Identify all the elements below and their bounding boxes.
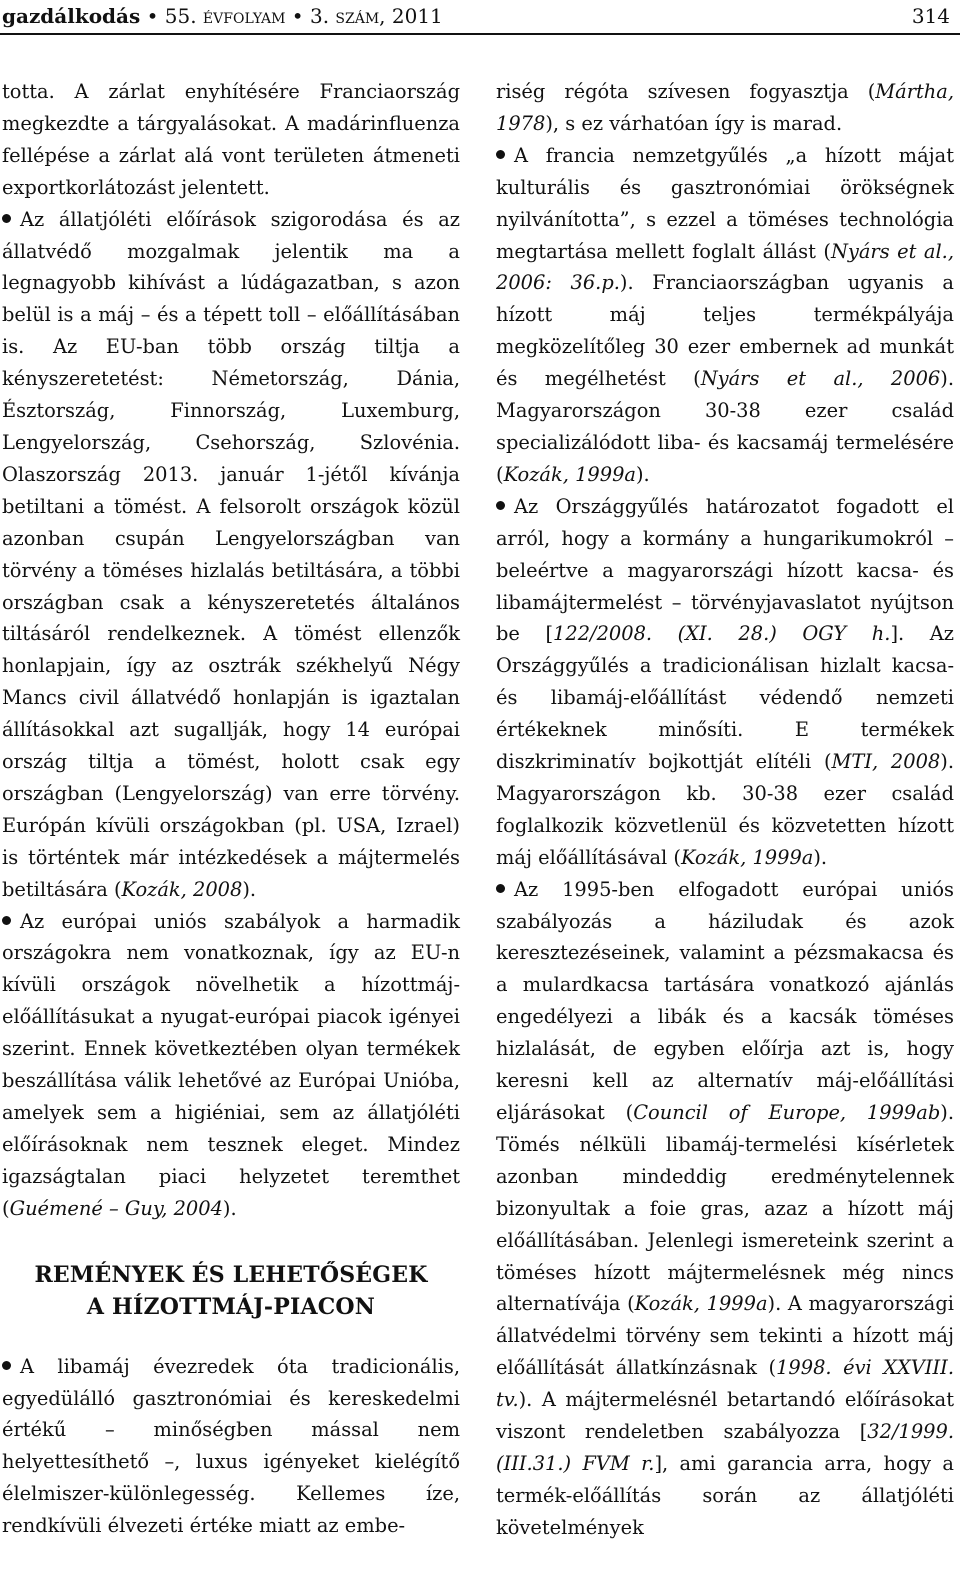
- page-number: 314: [911, 4, 950, 28]
- paragraph-text: ). Tömés nélküli libamáj-termelési kísérletek azonban mindeddig eredménytelennek bizonyultak a foie gras, azaz a hízott máj előállításában. Jelenlegi ismereteink szerint a töméses hízott májtermelésnek még nincs alternatívája (: [496, 1101, 954, 1316]
- header-separator: •: [140, 4, 165, 28]
- paragraph-text: ), s ez várhatóan így is marad.: [545, 111, 843, 135]
- citation: 122/2008. (XI. 28.) OGY h.: [553, 622, 891, 646]
- paragraph-text: ).: [813, 845, 828, 869]
- paragraph-text: ). A májtermelésnél betartandó előírásokat viszont rendeletben szabályozza [: [496, 1388, 954, 1444]
- citation: Kozák, 2008: [121, 877, 243, 901]
- journal-info: [2, 4, 443, 28]
- section-title-line: A HÍZOTTMÁJ-PIACON: [86, 1293, 376, 1320]
- bullet-icon: [2, 916, 11, 925]
- citation: Mártha, 1978: [496, 80, 954, 135]
- bullet-icon: [496, 884, 505, 893]
- citation: Guémené – Guy, 2004: [9, 1196, 223, 1220]
- header-separator: •: [285, 4, 310, 28]
- paragraph-text: ).: [222, 1196, 237, 1220]
- page-header: [0, 0, 960, 34]
- right-column: [496, 76, 954, 1544]
- paragraph: [496, 76, 954, 140]
- paragraph: [2, 76, 460, 204]
- citation: 32/1999.(III.31.) FVM r.: [496, 1420, 954, 1475]
- paragraph-text: Az állatjóléti előírások szigorodása és az állatvédő mozgalmak jelentik ma a legnagyobb kihívást a lúdágazatban, s azon belül is a máj – és a tépett toll – előállításában is. Az EU-ban több ország tiltja a kényszeretetést: Németország, Dánia, Észtország, Finnország, Luxemburg, Lengyelország, Csehország, Szlovénia. Olaszország 2013. január 1-jétől kívánja betiltani a tömést. A felsorolt országok közül azonban csupán Lengyelországban van törvény a töméses hizlalás betiltására, a többi országban csak a kényszeretetés általános tiltásáról rendelkeznek. A tömést ellenzők honlapjain, így az osztrák székhelyű Négy Mancs civil állatvédő honlapján is igaztalan állításokkal azt sugallják, hogy 14 európai ország tiltja a tömést, holott csak egy országban (Lengyelország) van erre törvény. Európán kívüli országokban (pl. USA, Izrael) is történtek már intézkedések a májtermelés betiltására (: [2, 207, 460, 901]
- section-title: [2, 1259, 460, 1323]
- bullet-icon: [2, 214, 11, 223]
- journal-name: gazdálkodás: [2, 4, 141, 28]
- paragraph-text: riség régóta szívesen fogyasztja (: [496, 80, 876, 103]
- paragraph-text: ]. Az Országgyűlés a tradicionálisan hizlalt kacsa- és libamáj-előállítást védendő nemzeti értékeknek minősíti. E termékek diszkriminatív bojkottját elítéli (: [496, 622, 954, 774]
- paragraph-text: Az Országgyűlés határozatot fogadott el arról, hogy a kormány a hungarikumokról – beleértve a magyarországi hízott kacsa- és libamájtermelést – törvényjavaslatot nyújtson be [: [496, 494, 954, 646]
- section-title-line: REMÉNYEK ÉS LEHETŐSÉGEK: [34, 1261, 428, 1288]
- citation: Nyárs et al., 2006: [700, 367, 941, 391]
- paragraph-text: ], ami garancia arra, hogy a termék-előállítás során az állatjóléti követelmények: [496, 1451, 954, 1539]
- citation: Kozák, 1999a: [634, 1292, 768, 1316]
- bullet-icon: [496, 150, 505, 159]
- bullet-paragraph: [2, 1351, 460, 1542]
- paragraph-text: ). Magyarországon kb. 30-38 ezer család foglalkozik közvetlenül és közvetetten hízott máj előállításával (: [496, 750, 955, 869]
- bullet-paragraph: [2, 204, 460, 906]
- citation: Kozák, 1999a: [503, 462, 636, 486]
- paragraph-text: ).: [635, 462, 650, 486]
- paragraph-text: A francia nemzetgyűlés „a hízott májat kulturális és gasztronómiai örökségnek nyilvánította”, s ezzel a töméses technológia megtartása mellett foglalt állást (: [496, 143, 954, 263]
- citation: Council of Europe, 1999ab: [633, 1101, 941, 1124]
- paragraph-text: Az európai uniós szabályok a harmadik országokra nem vonatkoznak, így az EU-n kívüli országok növelhetik a hízottmáj-előállításukat a nyugat-európai piacok igényei szerint. Ennek következtében olyan termékek beszállítása válik lehetővé az Európai Unióba, amelyek sem a higiéniai, sem az állatjóléti előírásoknak nem tesznek eleget. Mindez igazságtalan piaci helyzetet teremthet (: [2, 909, 460, 1220]
- bullet-paragraph: [2, 906, 460, 1225]
- bullet-icon: [2, 1361, 11, 1370]
- paragraph-text: ). Magyarországon 30-38 ezer család specializálódott liba- és kacsamáj termelésére (: [496, 367, 955, 486]
- paragraph-text: totta. A zárlat enyhítésére Franciaország megkezdte a tárgyalásokat. A madárinfluenza fellépése a zárlat alá vont területen átmeneti exportkorlátozást jelentett.: [2, 80, 460, 199]
- citation: Nyárs et al., 2006: 36.p.: [496, 239, 954, 295]
- paragraph-text: A libamáj évezredek óta tradicionális, egyedülálló gasztronómiai és kereskedelmi értékű – minőségben mással nem helyettesíthető –, luxus igényeket kielégítő élelmiszer-különlegesség. Kellemes íze, rendkívüli élvezeti értéke miatt az embe-: [2, 1354, 460, 1538]
- paragraph-text: ). Franciaországban ugyanis a hízott máj teljes termékpályája megközelítőleg 30 ezer embernek ad munkát és megélhetést (: [496, 271, 954, 391]
- citation: Kozák, 1999a: [680, 845, 814, 869]
- journal-volume: 55. évfolyam: [164, 4, 286, 28]
- bullet-paragraph: [496, 140, 954, 491]
- bullet-paragraph: [496, 491, 954, 874]
- paragraph-text: ).: [242, 877, 257, 901]
- header-rule: [0, 33, 960, 35]
- left-column: [2, 76, 460, 1542]
- citation: MTI, 2008: [831, 750, 941, 774]
- bullet-paragraph: [496, 874, 954, 1544]
- paragraph-text: ). A magyarországi állatvédelmi törvény sem tekinti a hízott máj előállítását állatkínzásnak (: [496, 1292, 954, 1380]
- journal-issue: 3. szám, 2011: [309, 4, 443, 28]
- paragraph-text: Az 1995-ben elfogadott európai uniós szabályozás a háziludak és azok keresztezéseinek, valamint a pézsmakacsa és a mulardkacsa tartására vonatkozó ajánlás engedélyezi a libák és a kacsák töméses hizlalását, de egyben előírja azt is, hogy keresni kell az alternatív máj-előállítási eljárásokat (: [496, 877, 954, 1124]
- citation: 1998. évi XXVIII. tv.: [496, 1356, 954, 1412]
- bullet-icon: [496, 501, 505, 510]
